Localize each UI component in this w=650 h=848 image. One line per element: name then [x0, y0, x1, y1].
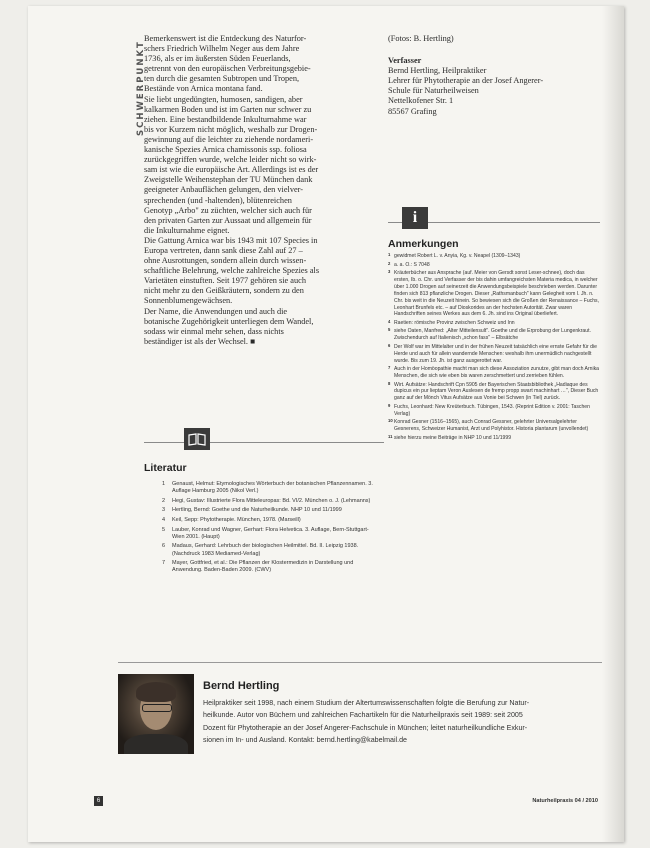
anmerkung-number: 5 [388, 327, 391, 333]
anmerkung-number: 7 [388, 365, 391, 371]
body-line: schaftliche Belehrung, welche zahlreiche Spezies als [144, 266, 320, 276]
body-line: Zweigstelle Weihenstephan der TU München dank [144, 175, 313, 185]
anmerkung-text: a. a. O.: S 7048 [394, 261, 430, 268]
body-line: 1736, als er im äußersten Süden Feuerlands, [144, 54, 291, 64]
anmerkung-item [388, 320, 600, 327]
anmerkung-item [388, 404, 600, 418]
literatur-item [162, 481, 376, 495]
literatur-heading: Literatur [144, 462, 187, 474]
bio-line: Heilpraktiker seit 1998, nach einem Studium der Altertumswissenschaften folgte die Berufung zur Natur- [203, 699, 530, 707]
body-line: Die Gattung Arnica war bis 1943 mit 107 Species in [144, 235, 318, 245]
bio-line: sionen im In- und Ausland. Kontakt: bernd.hertling@kabelmail.de [203, 736, 407, 745]
anmerkung-text: siehe hierzu meine Beiträge in NHP 10 und 11/1999 [394, 434, 512, 441]
literatur-text: Lauber, Konrad und Wagner, Gerhart: Flora Helvetica. 3. Auflage, Bern-Stuttgart-Wien 2001. (Haupt) [172, 526, 369, 540]
anmerkung-item [388, 382, 600, 403]
body-line: die Inkulturnahme eignet. [144, 225, 230, 235]
page-number: 6 [94, 796, 103, 806]
anmerkung-item [388, 419, 600, 433]
body-line: sprechenden (und -haltenden), blütenreichen [144, 195, 292, 205]
body-line: geeigneter Anbauflächen gelungen, den vielver- [144, 185, 304, 195]
anmerkung-number: 3 [388, 269, 391, 274]
anmerkungen-heading: Anmerkungen [388, 238, 459, 250]
verfasser-line: 85567 Grafing [388, 106, 437, 116]
anmerkung-text: Kräuterbücher aus Ansprache (auf. Meier von Gersdt sonst Leser-schnee), doch das ersten, Ib. o. Chr. und Verfasser der bis dahin umfangreichsten Materia medica, in welcher über 1.000 Drogen auf seinerzeit die Anwendungsbeispiele beschrieben werden. Darunter finden sich 813 pflanzliche Drogen. Dieser „Rathsmanbuch" kann Gelegheit vom I. Jh. n. Chr. bis weit in die Neuzeit hinein. So bewiesen sich die Großen der Renaissance – Fuchs, Leonhart Brunfels etc. – auf Dioskorides an der hochsten Autorität. Zwar waren Handschriften seines Werkes aus dem 6. Jh. sind ins Original überliefert. [394, 270, 599, 318]
body-line: Bemerkenswert ist die Entdeckung des Naturfor- [144, 34, 307, 43]
anmerkung-number: 6 [388, 342, 391, 348]
verfasser-line: Bernd Hertling, Heilpraktiker [388, 66, 487, 76]
bio-name: Bernd Hertling [203, 680, 280, 692]
magazine-page [28, 6, 624, 842]
body-line: zurückgegriffen wurde, welche leider nicht so wirk- [144, 155, 317, 165]
body-line: Europa vertreten, dann sank diese Zahl auf 27 – [144, 245, 303, 255]
literatur-list [162, 481, 376, 577]
literatur-text: Madaus, Gerhard: Lehrbuch der biologischen Heilmittel. Bd. II. Leipzig 1938. (Nachdruck 1983 Mediamed-Verlag) [172, 543, 359, 557]
bio-line: Dozent für Phytotherapie an der Josef Angerer-Fachschule in München; leitet naturheilkundliche Exkur- [203, 723, 528, 732]
verfasser-heading: Verfasser [388, 56, 422, 66]
article-body [144, 34, 402, 347]
anmerkung-text: Fuchs, Leonhard: New Kreüterbuch. Tübingen, 1543. (Reprint Edition v. 2001: Taschen Verlag) [394, 403, 590, 417]
anmerkung-text: Konrad Gesner (1516–1565), auch Conrad Gessner, gelehrter Universalgelehrter Gesnerens, Schweizer Humanist, Arzt und Polyhistor. Historia plantarum (unvollendet) [394, 419, 589, 433]
literatur-number: 5 [162, 526, 166, 533]
anmerkung-text: Wirt. Aufsätze: Handschrift Cpn 5905 der Bayerischen Staatsbibliothek „Hadiaque des dupicus ein pur lieptam Veron Auslesen de fremp propp swart machinhart …", Dieser Buch ganz auf der Mönch Vitus Aufsätze aus Vonie bei Schwen (in Tiel) zurück. [394, 381, 599, 402]
bio-divider [118, 662, 602, 663]
verfasser-line: Nettelkofener Str. 1 [388, 96, 454, 106]
literatur-number: 1 [162, 481, 166, 487]
body-line: den privaten Garten zur Aussaat und allgemein für [144, 215, 312, 225]
literatur-item [162, 507, 376, 514]
anmerkung-item [388, 435, 600, 442]
anmerkung-number: 2 [388, 260, 391, 266]
author-block [388, 34, 598, 117]
bio-line: heilkunde. Autor von Büchern und zahlreichen Fachartikeln für die Naturheilpraxis seit 1989: seit 2005 [203, 711, 523, 720]
verfasser-line: Schule für Naturheilweisen [388, 86, 479, 96]
body-line: Der Name, die Anwendungen und auch die [144, 306, 288, 316]
anmerkung-number: 1 [388, 252, 391, 257]
literatur-number: 2 [162, 497, 166, 504]
anmerkung-text: gewidmet Robert L. v. Anyia, Kg. v. Neapel (1309–1343) [394, 253, 521, 259]
anmerkung-item [388, 328, 600, 342]
anmerkung-text: Der Wolf war im Mittelalter und in der frühen Neuzeit tatsächlich eine ernste Gefahr für die Herde und auch für allein wandernde Menschen: weshalb ihm unermüdlich nachgestellt wurde. Bis zum 19. Jh. ist ganz ausgerottet war. [394, 343, 597, 364]
verfasser-line: Lehrer für Phytotherapie an der Josef Angerer- [388, 76, 544, 86]
anmerkung-item [388, 344, 600, 365]
body-line: bis vor Kurzem nicht möglich, weshalb zur Drogen- [144, 124, 318, 134]
page-spine-shadow [602, 6, 624, 842]
anmerkung-text: Raetien: römische Provinz zwischen Schweiz und Inn [394, 319, 515, 326]
body-line: Bestände von Arnica montana fand. [144, 84, 263, 94]
anmerkung-text: Auch in der Homöopathie macht man sich diese Assoziation zunutze, gibt man doch Arnika Menschen, die sich wie eben bis waren zerschmettert und zerrieben fühlen. [394, 366, 599, 380]
photo-credit: (Fotos: B. Hertling) [388, 34, 454, 43]
literatur-text: Mayer, Gottfried, et al.: Die Pflanzen der Klostermedizin in Darstellung und Anwendung. Baden-Baden 2009. (CWV) [172, 560, 354, 574]
section-label: SCHWERPUNKT [136, 40, 146, 136]
body-line: sam ist wie die europäische Art. Allerdings ist es der [144, 165, 319, 175]
body-line: Genotyp „Arbo" zu züchten, welcher sich auch für [144, 205, 312, 215]
anmerkung-item [388, 366, 600, 380]
body-line: kanische Spezies Arnica chamissonis ssp. foliosa [144, 145, 307, 155]
anmerkung-number: 8 [388, 380, 391, 386]
anmerkungen-list [388, 253, 600, 443]
author-photo [118, 674, 194, 754]
anmerkung-number: 10 [388, 418, 393, 424]
body-line: ten durch die gesamten Subtropen und Tropen, [144, 74, 300, 84]
body-line: Sie liebt ungedüngten, humosen, sandigen, aber [144, 94, 303, 104]
literatur-number: 3 [162, 507, 166, 514]
anmerkung-text: siehe Oaten, Manfred: „Alter Mitteilensult". Goethe und die Erprobung der Lungenkraut. Zwischendurch auf Italienisch „schon fass" – Elbsätche [394, 328, 591, 342]
body-line: Sonnenblumengewächsen. [144, 296, 233, 306]
literatur-item [162, 527, 376, 541]
body-line: beständiger ist als der Wechsel. ■ [144, 336, 256, 346]
body-line: botanische Zugehörigkeit unterliegen dem Wandel, [144, 316, 314, 326]
body-line: Varietäten einstuften. Seit 1977 gehören sie auch [144, 276, 306, 286]
literatur-item [162, 543, 376, 557]
bio-text [203, 697, 601, 747]
anmerkung-item [388, 253, 600, 260]
literatur-number: 4 [162, 516, 166, 523]
literatur-number: 6 [162, 543, 166, 550]
divider [144, 442, 384, 443]
info-icon: i [402, 207, 428, 229]
body-line: getrennt von den europäischen Verbreitungsgebie- [144, 64, 311, 74]
body-line: gewinnung auf die leichter zu ziehende nordameri- [144, 134, 314, 144]
book-icon [184, 428, 210, 450]
body-line: nicht mehr zu den Geißkräutern, sondern zu den [144, 286, 304, 296]
anmerkung-number: 11 [388, 433, 393, 439]
anmerkung-item [388, 270, 600, 318]
literatur-number: 7 [162, 560, 166, 567]
body-line: sodass wir einmal mehr sehen, dass nichts [144, 326, 284, 336]
anmerkung-number: 9 [388, 402, 391, 408]
body-line: ziehen. Eine bestandbildende Inkulturnahme war [144, 114, 307, 124]
body-line: ohne Ausrottungen, sondern allein durch wissen- [144, 256, 307, 266]
anmerkung-item [388, 262, 600, 269]
literatur-text: Genaust, Helmut: Etymologisches Wörterbuch der botanischen Pflanzennamen. 3. Auflage Hamburg 2005 (Nikol Verl.) [172, 481, 373, 495]
literatur-text: Keil, Sepp: Phytotherapie. München, 1978. (Marseill) [172, 516, 301, 523]
footer-journal: Naturheilpraxis 04 / 2010 [532, 798, 598, 804]
anmerkung-number: 4 [388, 318, 391, 324]
literatur-text: Hegi, Gustav: Illustrierte Flora Mitteleuropas: Bd. VI/2. München o. J. (Lehmanns) [172, 497, 371, 504]
literatur-item [162, 517, 376, 524]
literatur-text: Hertling, Bernd: Goethe und die Naturheilkunde. NHP 10 und 11/1999 [172, 507, 342, 514]
body-line: kalkarmen Boden und ist im Garten nur schwer zu [144, 104, 312, 114]
literatur-item [162, 498, 376, 505]
literatur-item [162, 560, 376, 574]
body-line: schers Friedrich Wilhelm Neger aus dem Jahre [144, 44, 300, 54]
